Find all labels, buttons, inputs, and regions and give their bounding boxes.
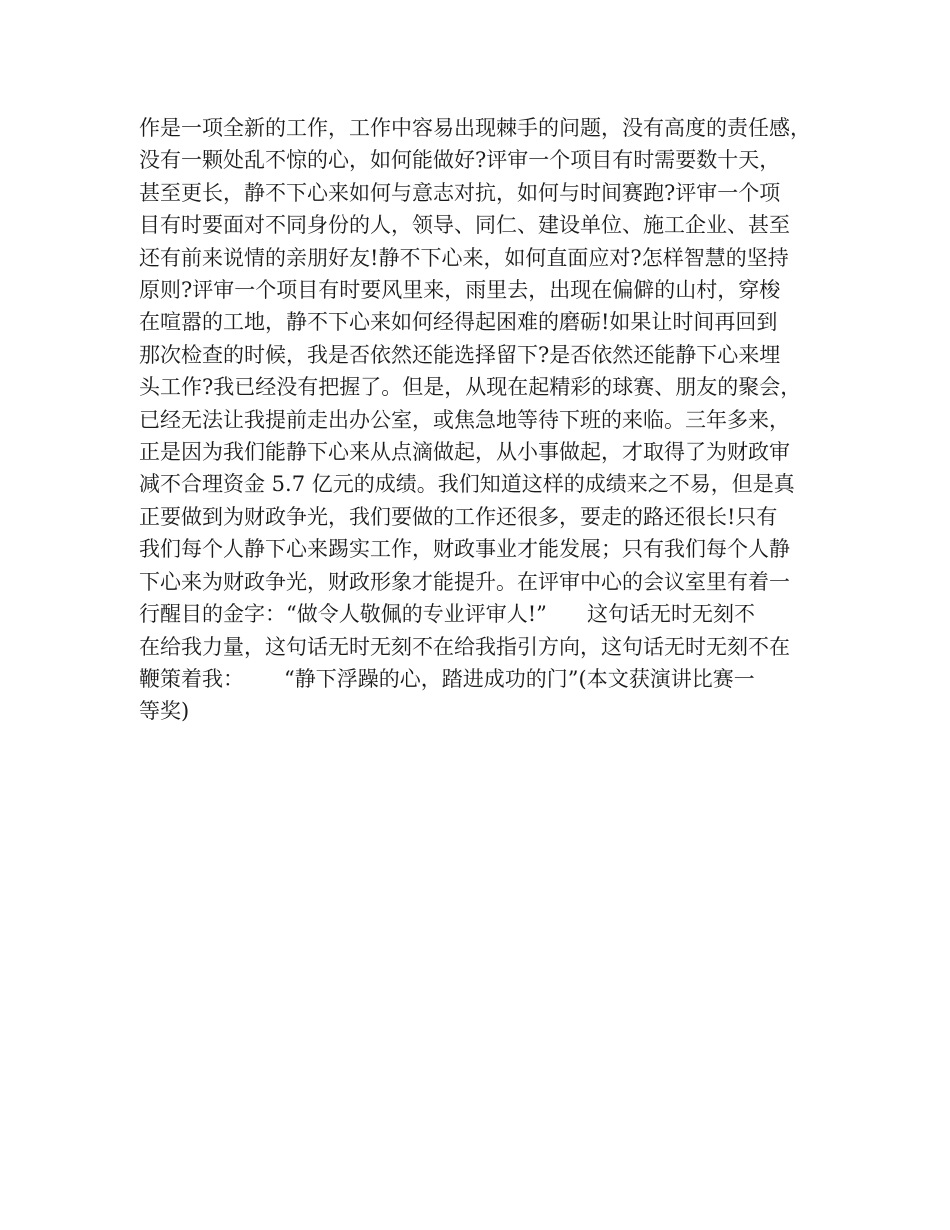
text-line: 鞭策着我： “静下浮躁的心，踏进成功的门”(本文获演讲比赛一 [139, 666, 755, 691]
body-paragraph [139, 112, 839, 728]
text-line: 还有前来说情的亲朋好友!静不下心来，如何直面应对?怎样智慧的坚持 [139, 245, 789, 270]
text-line: 等奖) [139, 699, 190, 724]
text-line: 头工作?我已经没有把握了。但是，从现在起精彩的球赛、朋友的聚会， [139, 375, 802, 400]
text-line: 在喧嚣的工地，静不下心来如何经得起困难的磨砺!如果让时间再回到 [139, 310, 778, 335]
text-line: 下心来为财政争光，财政形象才能提升。在评审中心的会议室里有着一 [139, 569, 790, 594]
text-line: 正是因为我们能静下心来从点滴做起，从小事做起，才取得了为财政审 [139, 440, 790, 465]
text-line: 正要做到为财政争光，我们要做的工作还很多，要走的路还很长!只有 [139, 504, 778, 529]
text-line: 我们每个人静下心来踢实工作，财政事业才能发展；只有我们每个人静 [139, 537, 790, 562]
text-line: 没有一颗处乱不惊的心，如何能做好?评审一个项目有时需要数十天， [139, 148, 781, 173]
text-line: 已经无法让我提前走出办公室，或焦急地等待下班的来临。三年多来， [139, 407, 790, 432]
text-line: 那次检查的时候，我是否依然还能选择留下?是否依然还能静下心来埋 [139, 342, 781, 367]
text-line: 在给我力量，这句话无时无刻不在给我指引方向，这句话无时无刻不在 [139, 634, 790, 659]
text-line: 目有时要面对不同身份的人，领导、同仁、建设单位、施工企业、甚至 [139, 213, 790, 238]
text-line: 甚至更长，静不下心来如何与意志对抗，如何与时间赛跑?评审一个项 [139, 180, 781, 205]
text-line: 作是一项全新的工作，工作中容易出现棘手的问题，没有高度的责任感， [139, 116, 811, 140]
text-line: 减不合理资金 5.7 亿元的成绩。我们知道这样的成绩来之不易，但是真 [139, 472, 795, 497]
text-line: 原则?评审一个项目有时要风里来，雨里去，出现在偏僻的山村，穿梭 [139, 278, 781, 303]
text-line: 行醒目的金字：“做令人敬佩的专业评审人!” 这句话无时无刻不 [139, 602, 755, 627]
